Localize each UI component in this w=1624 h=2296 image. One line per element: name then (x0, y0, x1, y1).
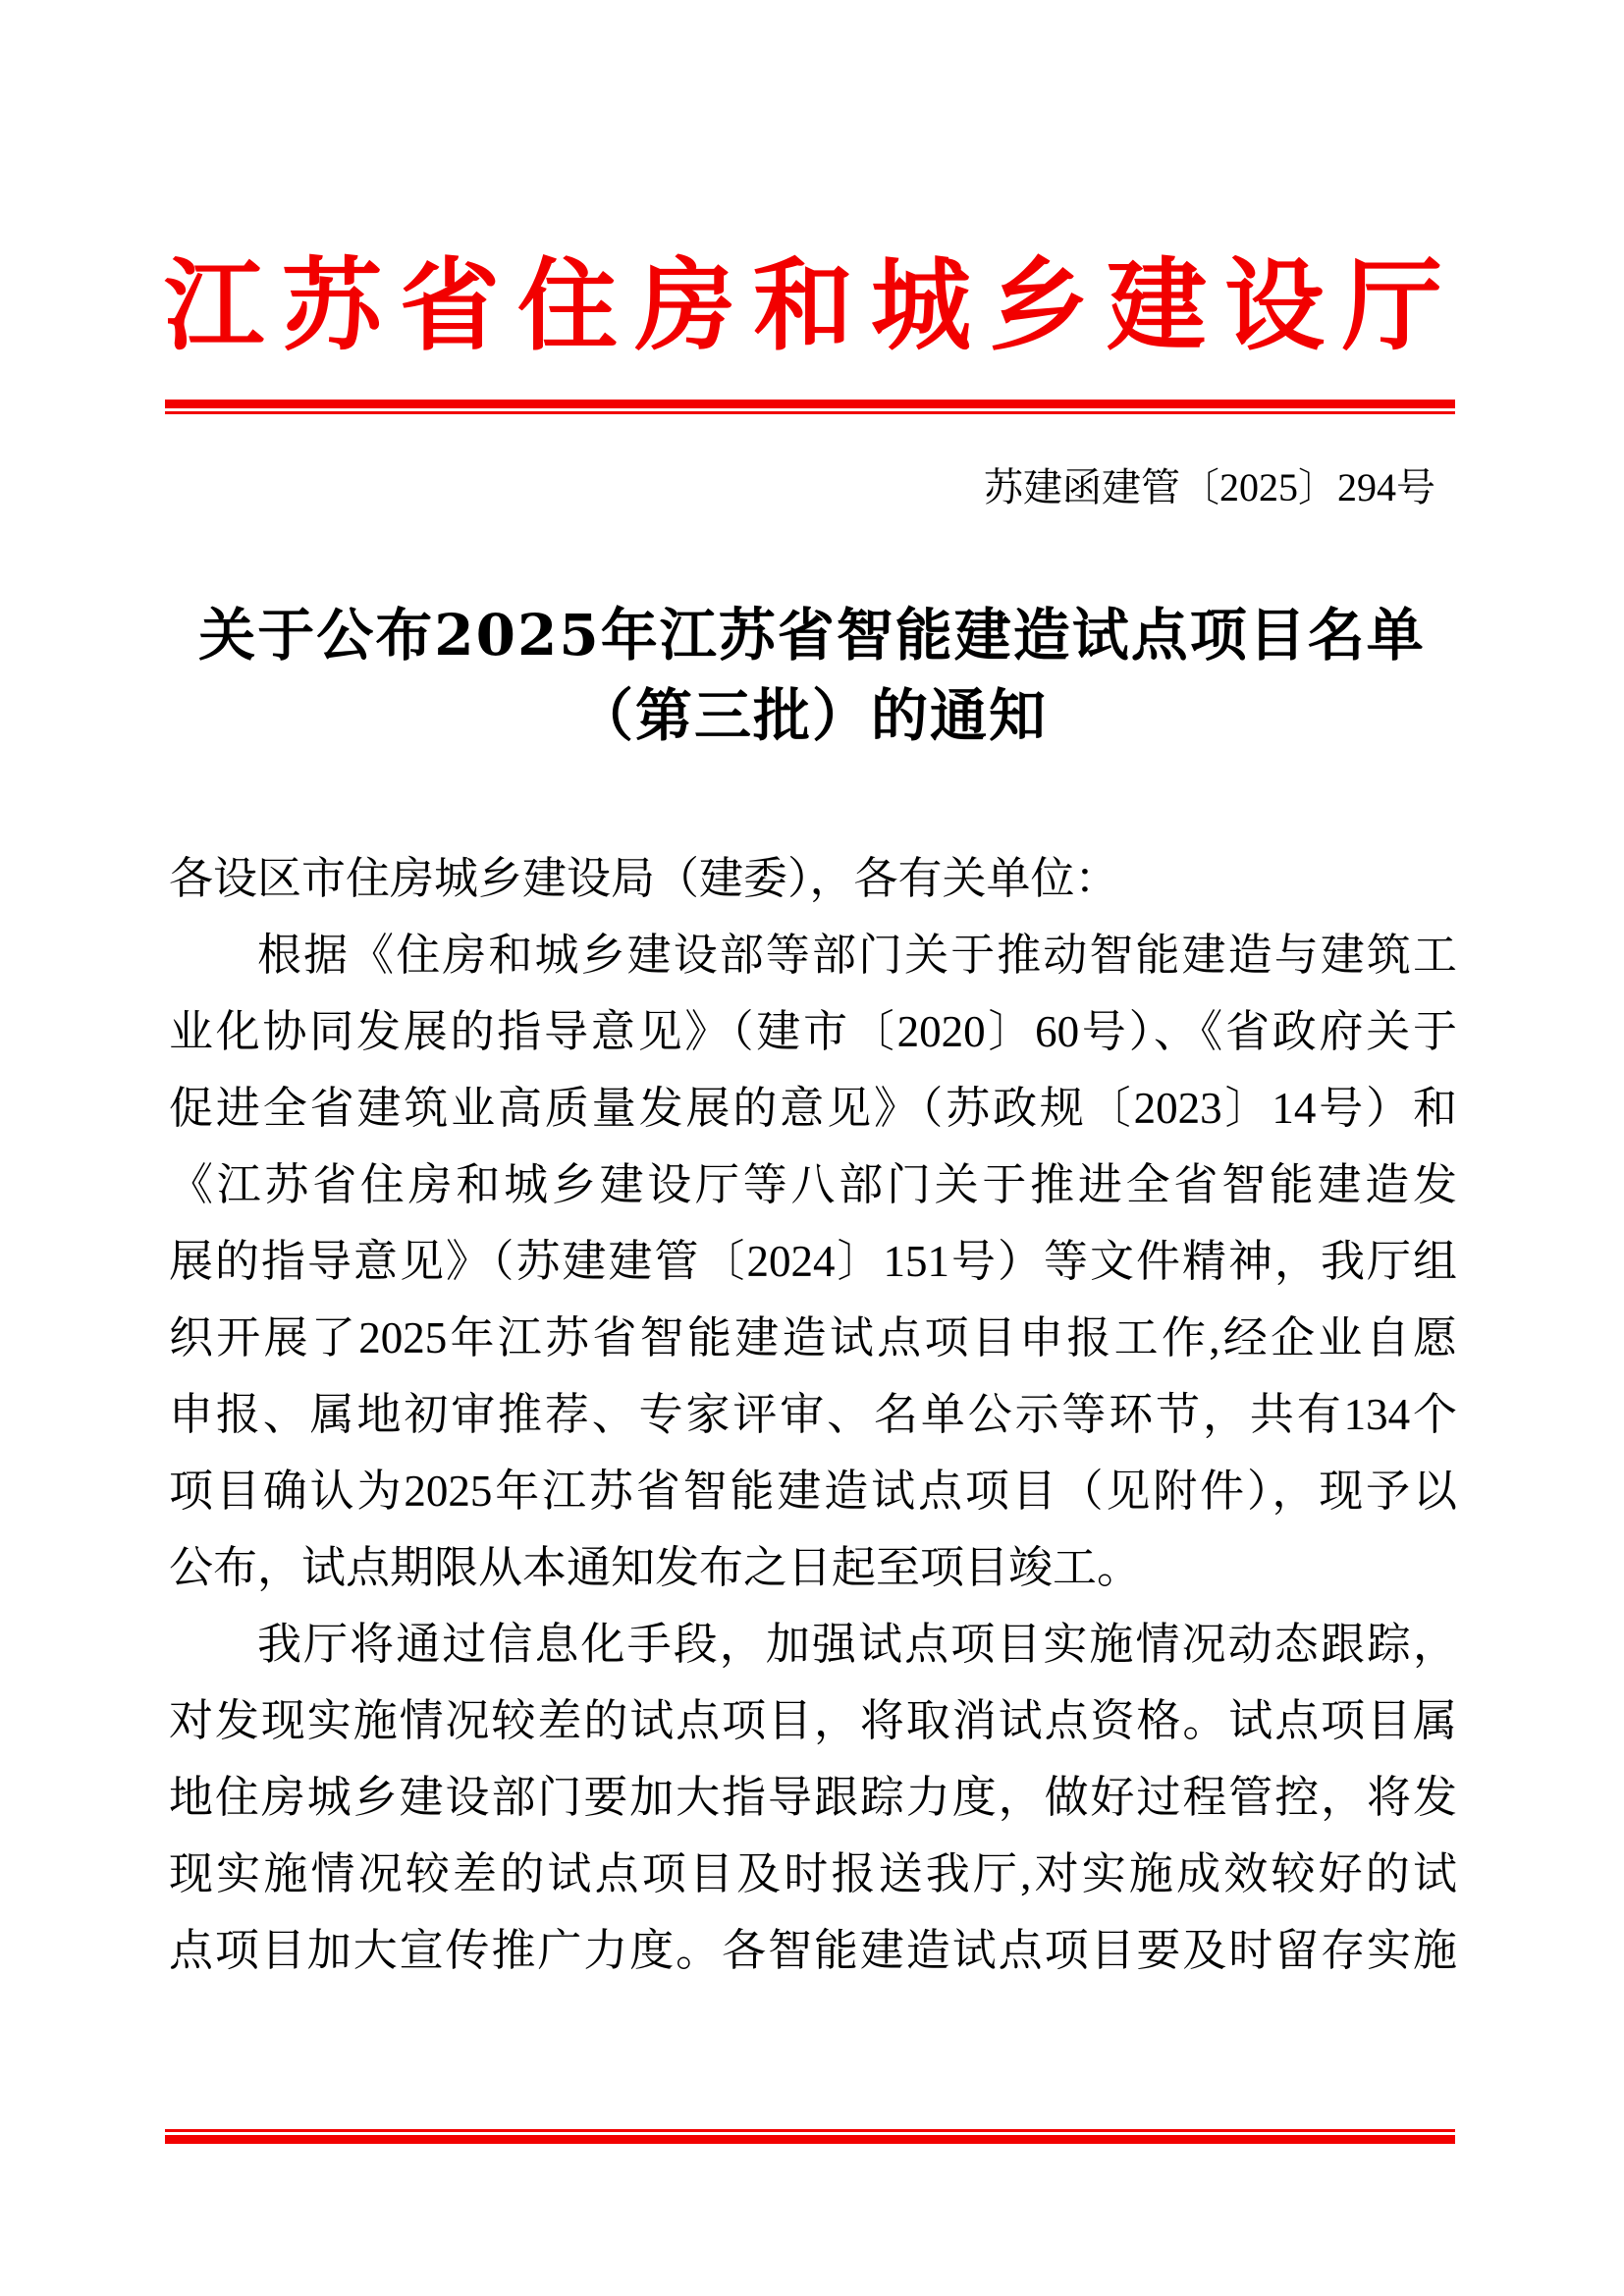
header-divider-thick-line (165, 400, 1455, 408)
agency-name: 江苏省住房和城乡建设厅 (164, 247, 1460, 365)
document-number: 苏建函建管〔2025〕294号 (984, 465, 1435, 509)
footer-divider-thin-line (165, 2129, 1455, 2132)
body-line: 展的指导意见》（苏建建管〔2024〕151号）等文件精神，我厅组 (169, 1237, 1457, 1286)
body-line: 各设区市住房城乡建设局（建委），各有关单位： (169, 854, 1119, 903)
body-line: 促进全省建筑业高质量发展的意见》（苏政规〔2023〕14号）和 (169, 1084, 1457, 1133)
body-line: 我厅将通过信息化手段，加强试点项目实施情况动态跟踪， (257, 1620, 1457, 1669)
header-divider-thin-line (165, 411, 1455, 414)
body-line: 申报、属地初审推荐、专家评审、名单公示等环节，共有134个 (169, 1390, 1457, 1439)
body-line: 地住房城乡建设部门要加大指导跟踪力度，做好过程管控，将发 (169, 1773, 1457, 1822)
footer-divider (165, 2129, 1455, 2144)
body-line: 根据《住房和城乡建设部等部门关于推动智能建造与建筑工 (257, 931, 1457, 980)
body-line: 《江苏省住房和城乡建设厅等八部门关于推进全省智能建造发 (169, 1160, 1457, 1209)
body-line: 对发现实施情况较差的试点项目，将取消试点资格。试点项目属 (169, 1696, 1457, 1745)
document-title (0, 595, 1624, 756)
body-line: 公布，试点期限从本通知发布之日起至项目竣工。 (169, 1543, 1142, 1592)
body-line: 业化协同发展的指导意见》（建市〔2020〕60号）、《省政府关于 (169, 1007, 1457, 1056)
body-text (169, 840, 1457, 1989)
footer-divider-thick-line (165, 2135, 1455, 2144)
body-line: 项目确认为2025年江苏省智能建造试点项目（见附件），现予以 (169, 1467, 1457, 1516)
body-line: 织开展了2025年江苏省智能建造试点项目申报工作,经企业自愿 (169, 1313, 1457, 1362)
document-title-line-1: 关于公布2025年江苏省智能建造试点项目名单 (198, 602, 1426, 668)
body-line: 点项目加大宣传推广力度。各智能建造试点项目要及时留存实施 (169, 1926, 1457, 1975)
body-line: 现实施情况较差的试点项目及时报送我厅,对实施成效较好的试 (169, 1849, 1457, 1898)
document-title-line-2: （第三批）的通知 (575, 682, 1048, 749)
header-divider (165, 400, 1455, 414)
